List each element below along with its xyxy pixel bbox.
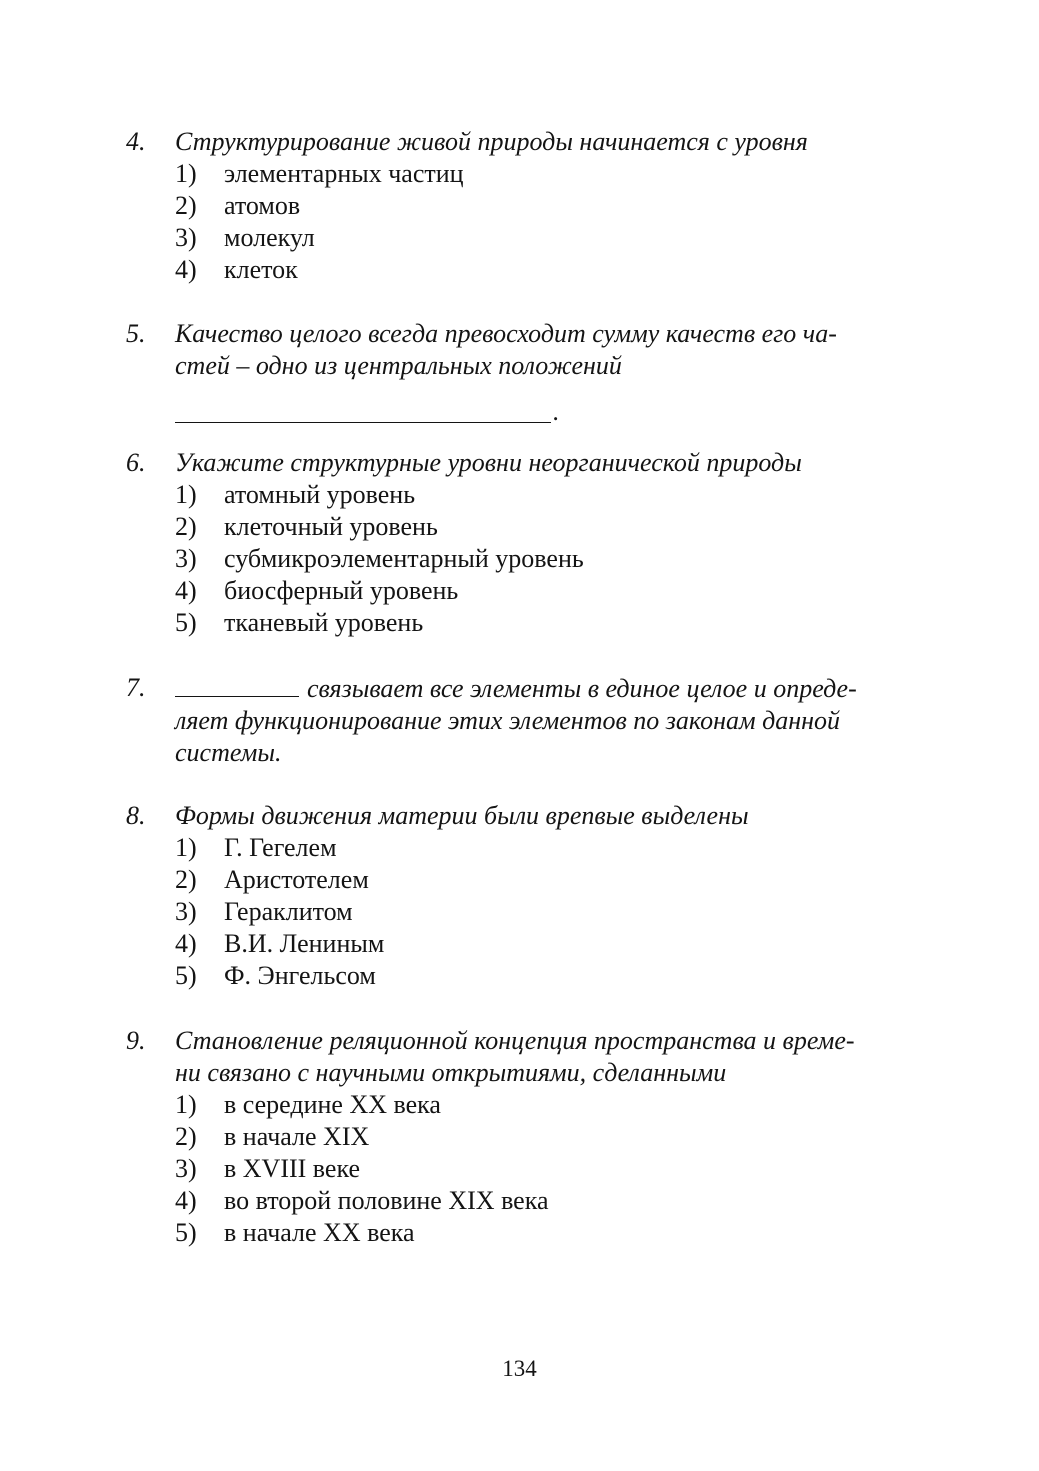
option-text: в начале XX века <box>224 1218 415 1247</box>
option-number: 4) <box>175 255 197 284</box>
answer-suffix: . <box>553 397 560 426</box>
option-item <box>175 254 916 286</box>
option-number: 2) <box>175 1122 197 1151</box>
question-text <box>175 1025 916 1089</box>
option-text: клеточный уровень <box>224 512 438 541</box>
option-number: 5) <box>175 608 197 637</box>
option-number: 1) <box>175 159 197 188</box>
option-text: во второй половине XIX века <box>224 1186 549 1215</box>
option-item <box>175 832 916 864</box>
option-item <box>175 511 916 543</box>
option-number: 4) <box>175 576 197 605</box>
question-5 <box>126 318 916 424</box>
option-number: 5) <box>175 1218 197 1247</box>
option-item <box>175 960 916 992</box>
option-number: 3) <box>175 223 197 252</box>
option-text: атомный уровень <box>224 480 416 509</box>
question-text-line: ни связано с научными открытиями, сделанными <box>175 1058 727 1087</box>
question-number: 8. <box>126 801 146 830</box>
option-number: 5) <box>175 961 197 990</box>
question-text <box>175 800 916 832</box>
question-9 <box>126 1025 916 1249</box>
question-number: 9. <box>126 1026 146 1055</box>
option-number: 2) <box>175 512 197 541</box>
question-text-line: системы. <box>175 738 282 767</box>
option-text: Г. Гегелем <box>224 833 337 862</box>
options-list <box>175 158 916 286</box>
option-item <box>175 190 916 222</box>
question-number: 4. <box>126 127 146 156</box>
question-text-line: ляет функционирование этих элементов по законам данной <box>175 706 841 735</box>
option-item <box>175 928 916 960</box>
question-text-line: стей – одно из центральных положений <box>175 351 622 380</box>
question-text <box>175 126 916 158</box>
option-item <box>175 896 916 928</box>
question-7 <box>126 672 916 769</box>
answer-blank-inline <box>175 672 299 697</box>
option-number: 1) <box>175 480 197 509</box>
question-text-line: Качество целого всегда превосходит сумму качеств его ча- <box>175 319 837 348</box>
option-item <box>175 1153 916 1185</box>
option-number: 4) <box>175 1186 197 1215</box>
question-text-line: Структурирование живой природы начинается с уровня <box>175 127 808 156</box>
question-text <box>175 318 916 424</box>
option-number: 3) <box>175 1154 197 1183</box>
option-text: в середине XX века <box>224 1090 441 1119</box>
option-number: 3) <box>175 544 197 573</box>
question-text <box>175 672 916 769</box>
options-list <box>175 1089 916 1249</box>
question-6 <box>126 447 916 639</box>
answer-underline <box>175 422 551 423</box>
page-number: 134 <box>502 1356 537 1381</box>
option-item <box>175 1089 916 1121</box>
question-text-fragment: связывает все элементы в единое целое и опреде- <box>307 674 857 703</box>
question-text-line: Укажите структурные уровни неорганической природы <box>175 448 802 477</box>
option-item <box>175 1217 916 1249</box>
question-text-line: Становление реляционной концепция пространства и време- <box>175 1026 855 1055</box>
option-item <box>175 1121 916 1153</box>
option-text: в XVIII веке <box>224 1154 360 1183</box>
option-item <box>175 543 916 575</box>
question-number: 5. <box>126 319 146 348</box>
option-text: элементарных частиц <box>224 159 464 188</box>
option-item <box>175 575 916 607</box>
question-text <box>175 447 916 479</box>
option-number: 4) <box>175 929 197 958</box>
question-number: 6. <box>126 448 146 477</box>
option-text: биосферный уровень <box>224 576 459 605</box>
option-item <box>175 864 916 896</box>
option-item <box>175 479 916 511</box>
option-text: В.И. Лениным <box>224 929 385 958</box>
option-text: молекул <box>224 223 315 252</box>
option-text: субмикроэлементарный уровень <box>224 544 584 573</box>
question-text-line: Формы движения материи были врепвые выделены <box>175 801 749 830</box>
option-text: клеток <box>224 255 298 284</box>
question-8 <box>126 800 916 992</box>
question-number: 7. <box>126 673 146 702</box>
option-item <box>175 1185 916 1217</box>
options-list <box>175 832 916 992</box>
answer-blank-line <box>175 388 916 424</box>
question-4 <box>126 126 916 286</box>
option-item <box>175 158 916 190</box>
option-number: 2) <box>175 865 197 894</box>
option-number: 2) <box>175 191 197 220</box>
option-text: Гераклитом <box>224 897 353 926</box>
options-list <box>175 479 916 639</box>
option-text: Ф. Энгельсом <box>224 961 376 990</box>
option-text: в начале XIX <box>224 1122 370 1151</box>
option-text: Аристотелем <box>224 865 369 894</box>
option-number: 1) <box>175 1090 197 1119</box>
option-item <box>175 607 916 639</box>
question-text-line <box>175 672 916 705</box>
option-number: 3) <box>175 897 197 926</box>
option-text: тканевый уровень <box>224 608 424 637</box>
option-item <box>175 222 916 254</box>
option-text: атомов <box>224 191 301 220</box>
option-number: 1) <box>175 833 197 862</box>
